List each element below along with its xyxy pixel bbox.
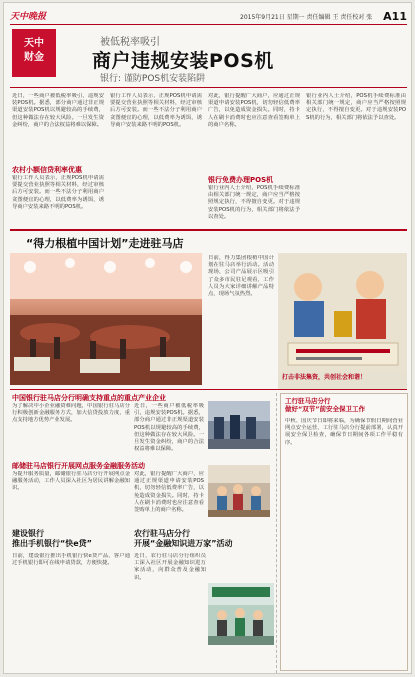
lead-column-2: 银行工作人员表示，正规POS机申请需要提交营业执照等相关材料，经过审核后方可安装。而一些不法分子利用商户贪图便宜的心理，以低费率为诱饵，诱导商户安装来路不明的POS机。	[110, 93, 202, 128]
story-1-body: 为了解决中小企业融资难问题，中国银行驻马店分行积极创新金融服务方式，加大信贷投放力度，重点支持地方优势产业发展。	[12, 403, 130, 424]
lead-subhead: 银行: 谨防POS机安装陷阱	[100, 74, 206, 84]
dateline: 2015年9月21日 星期一 责任编辑 王 责任校对 张	[240, 14, 373, 21]
lead-column-1b: 银行工作人员表示，正规POS机申请需要提交营业执照等相关材料，经过审核后方可安装。而一些不法分子利用商户贪图便宜的心理，以低费率为诱饵，诱导商户安装来路不明的POS机。	[12, 175, 104, 210]
sidebar-title: 工行驻马店分行 做好“双节”前安全保卫工作	[285, 397, 366, 413]
sidebar-body: 中秋、国庆节日即将来临，为确保节假日期间营业网点安全运营，工行驻马店分行提前部署，认真开展安全保卫检查，确保节日期间各项工作平稳有序。	[285, 418, 403, 446]
section-label-line2: 财金	[24, 52, 44, 63]
bank-photo-2	[208, 465, 270, 517]
story-2-title: 邮储驻马店银行开展网点服务金融服务活动	[12, 462, 145, 470]
lead-column-3b: 银行业内人士介绍，POS机手续费标准由相关部门统一规定，商户应当严格按照规定执行，不得擅自变更。对于违规安装POS机的行为，相关部门将依法予以查处。	[208, 185, 300, 220]
event-photo	[10, 253, 202, 385]
newspaper-page	[3, 2, 412, 674]
subhead-2: 银行免费办理POS机	[208, 176, 274, 184]
feature-title: “得力根植中国计划”走进驻马店	[26, 237, 184, 250]
masthead	[10, 9, 407, 25]
stories-rule	[10, 389, 407, 390]
story-2-body-2: 对此，银行提醒广大商户，应通过正规渠道申请安装POS机，切勿轻信低费率广告，以免造成资金损失。同时，持卡人在刷卡消费时也应注意查看签购单上的商户名称。	[134, 471, 204, 514]
story-3-body: 日前，建设银行推出手机银行快e贷产品，客户通过手机银行即可在线申请贷款，方便快捷。	[12, 553, 130, 567]
poster-illustration	[278, 253, 407, 389]
page-number: A11	[383, 10, 407, 23]
sidebar-box	[280, 393, 408, 671]
lead-rule	[10, 87, 407, 88]
story-3-title: 建设银行 推出手机银行“快e贷”	[12, 529, 92, 548]
lead-headline: 商户违规安装POS机	[92, 50, 274, 72]
bank-photo-2-scene	[208, 465, 270, 517]
section-label	[12, 29, 56, 77]
bank-photo-1-scene	[208, 401, 270, 449]
lead-column-4: 银行业内人士介绍，POS机手续费标准由相关部门统一规定，商户应当严格按照规定执行，不得擅自变更。对于违规安装POS机的行为，相关部门将依法予以查处。	[306, 93, 406, 121]
bank-photo-3-scene	[208, 583, 274, 645]
lead-kicker: 被低税率吸引	[100, 37, 160, 48]
section-label-line1: 天中	[24, 38, 44, 49]
bank-photo-1	[208, 401, 270, 449]
feature-rule	[10, 229, 407, 231]
newspaper-brand: 天中晚报	[10, 12, 47, 22]
bank-photo-3	[208, 583, 274, 645]
feature-body: 日前，得力集团根植中国计划在驻马店举行活动。活动现场，公司产品展示区吸引了众多市民驻足观看，工作人员为大家详细讲解产品特点，现场气氛热烈。	[208, 255, 274, 298]
story-1-title: 中国银行驻马店分行明确支持重点的重点产业企业	[12, 394, 166, 402]
poster-caption: 打击非法集资，共创社会和谐！	[282, 374, 367, 381]
story-2-body: 为提升服务质量，邮储银行驻马店分行开展网点金融服务活动，工作人员深入社区为居民讲解金融知识。	[12, 471, 130, 492]
story-4-title: 农行驻马店分行 开展“金融知识进万家”活动	[134, 529, 233, 548]
subhead-1: 农村小额信贷利率优惠	[12, 166, 82, 174]
lead-column-1: 近日，一些商户被低税率吸引，违规安装POS机。据悉，部分商户通过非正规渠道安装POS机以规避较高的手续费，但这种做法存在较大风险。一旦发生资金纠纷，商户的合法权益将难以保障。	[12, 93, 104, 128]
column-divider	[276, 393, 277, 673]
event-photo-scene	[10, 253, 202, 385]
story-4-body: 近日，农行驻马店分行组织员工深入社区开展金融知识进万家活动，向群众普及金融知识。	[134, 553, 206, 581]
lead-column-3: 对此，银行提醒广大商户，应通过正规渠道申请安装POS机，切勿轻信低费率广告，以免造成资金损失。同时，持卡人在刷卡消费时也应注意查看签购单上的商户名称。	[208, 93, 300, 128]
story-1-body-2: 近日，一些商户被低税率吸引，违规安装POS机。据悉，部分商户通过非正规渠道安装POS机以规避较高的手续费，但这种做法存在较大风险。一旦发生资金纠纷，商户的合法权益将难以保障。	[134, 403, 204, 453]
poster-illustration-art	[278, 253, 407, 373]
